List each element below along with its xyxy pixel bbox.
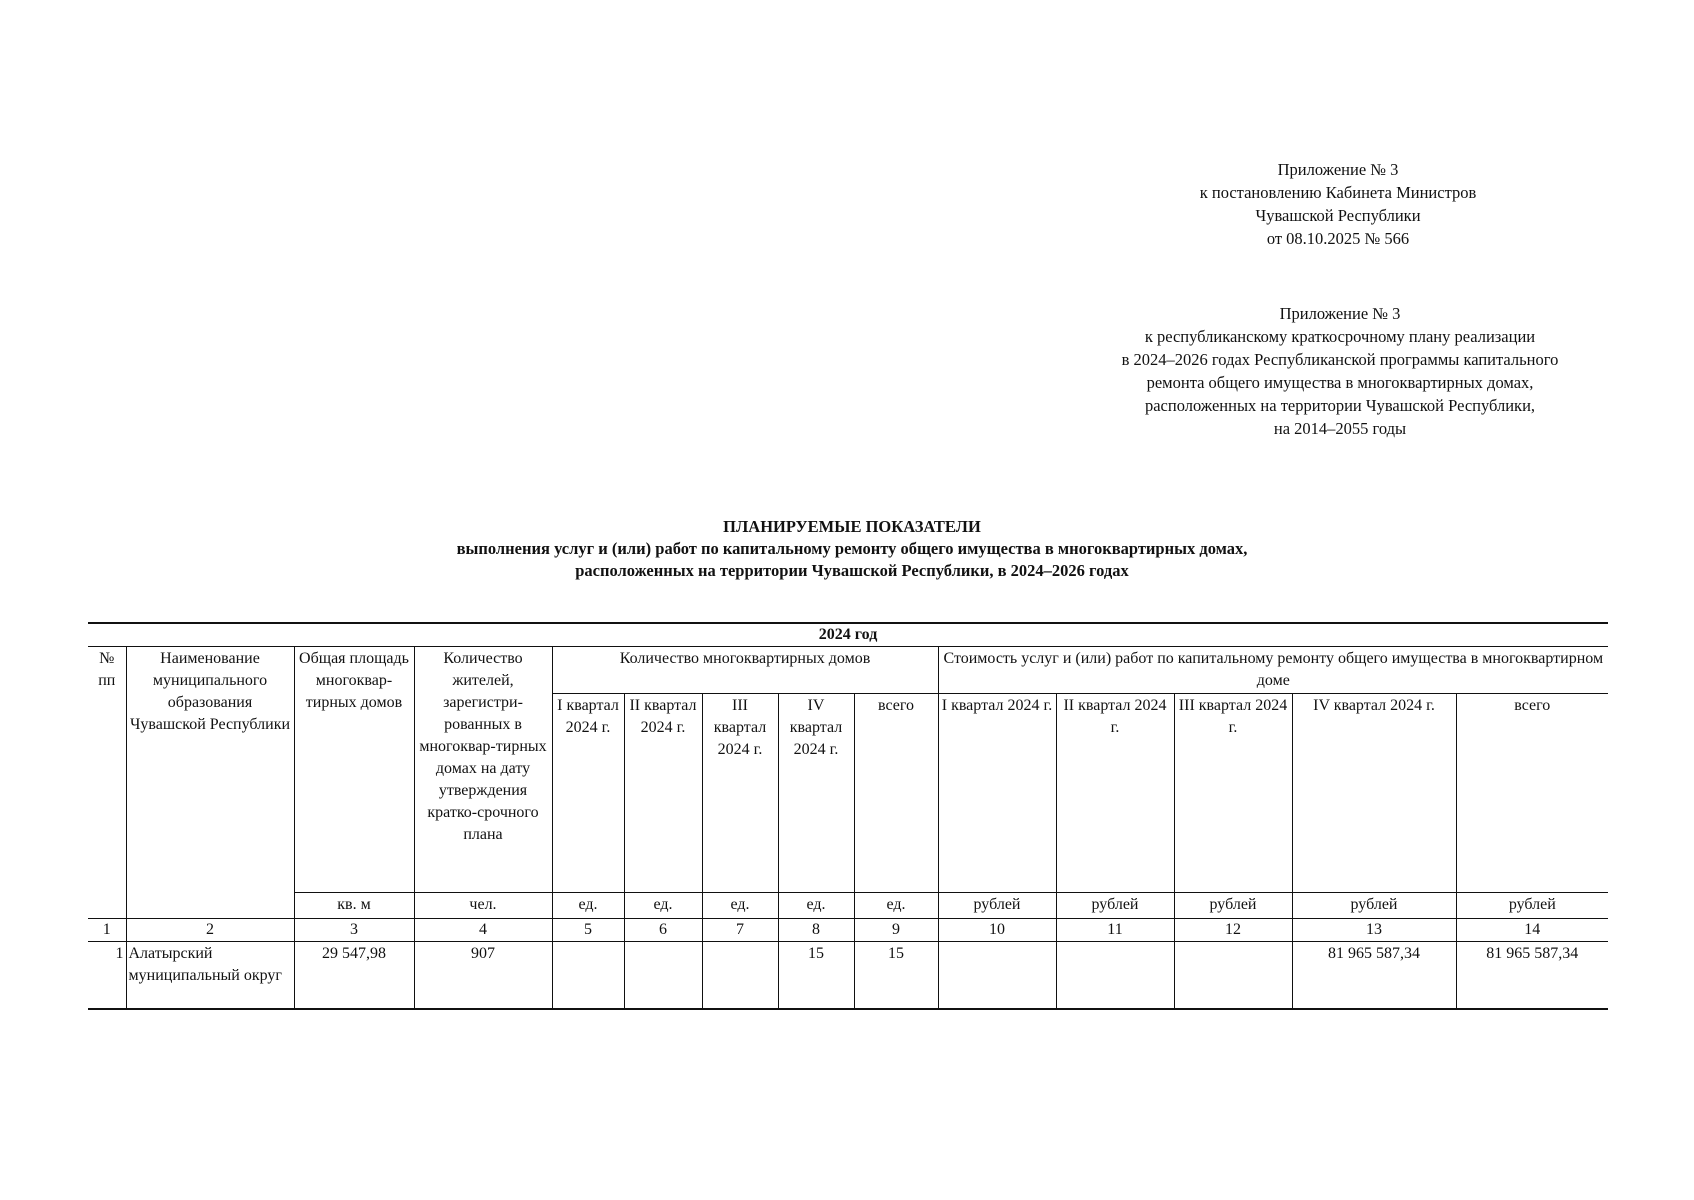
column-number: 4 xyxy=(414,919,552,942)
unit-cell: рублей xyxy=(1456,893,1608,919)
title-subheading: выполнения услуг и (или) работ по капитальному ремонту общего имущества в многоквартирных домах, xyxy=(456,539,1248,558)
header-municipality: Наименование муниципального образования Чувашской Республики xyxy=(126,647,294,919)
column-number: 2 xyxy=(126,919,294,942)
row-houses-q3 xyxy=(702,942,778,1010)
unit-cell: ед. xyxy=(778,893,854,919)
row-residents: 907 xyxy=(414,942,552,1010)
unit-cell: ед. xyxy=(702,893,778,919)
title-heading: ПЛАНИРУЕМЫЕ ПОКАЗАТЕЛИ xyxy=(723,517,981,536)
annex-line: Приложение № 3 xyxy=(1279,304,1401,323)
annex-line: к республиканскому краткосрочному плану реализации xyxy=(1144,327,1536,346)
row-houses-q1 xyxy=(552,942,624,1010)
row-cost-q4: 81 965 587,34 xyxy=(1292,942,1456,1010)
row-houses-q4: 15 xyxy=(778,942,854,1010)
annex-line: ремонта общего имущества в многоквартирных домах, xyxy=(1146,373,1534,392)
column-number: 14 xyxy=(1456,919,1608,942)
annex-line: на 2014–2055 годы xyxy=(1273,419,1407,438)
column-number: 3 xyxy=(294,919,414,942)
column-number: 9 xyxy=(854,919,938,942)
column-number: 12 xyxy=(1174,919,1292,942)
unit-cell: рублей xyxy=(1056,893,1174,919)
header-houses-q2: II квартал 2024 г. xyxy=(624,694,702,893)
unit-cell: рублей xyxy=(1292,893,1456,919)
header-num: № пп xyxy=(88,647,126,919)
row-cost-q2 xyxy=(1056,942,1174,1010)
annex-line: расположенных на территории Чувашской Республики, xyxy=(1144,396,1536,415)
year-header: 2024 год xyxy=(88,623,1608,647)
row-cost-total: 81 965 587,34 xyxy=(1456,942,1608,1010)
unit-cell: рублей xyxy=(938,893,1056,919)
row-houses-total: 15 xyxy=(854,942,938,1010)
table-row xyxy=(88,942,1608,1010)
header-cost-q3: III квартал 2024 г. xyxy=(1174,694,1292,893)
header-cost-total: всего xyxy=(1456,694,1608,893)
column-number: 13 xyxy=(1292,919,1456,942)
row-cost-q3 xyxy=(1174,942,1292,1010)
annex-plan-reference xyxy=(1040,302,1640,440)
column-numbers-row xyxy=(88,919,1608,942)
column-number: 11 xyxy=(1056,919,1174,942)
unit-cell: ед. xyxy=(854,893,938,919)
header-houses-total: всего xyxy=(854,694,938,893)
unit-cell: рублей xyxy=(1174,893,1292,919)
column-number: 10 xyxy=(938,919,1056,942)
annex-line: в 2024–2026 годах Республиканской программы капитального xyxy=(1121,350,1559,369)
annex-line: Чувашской Республики xyxy=(1255,206,1421,225)
row-num: 1 xyxy=(88,942,126,1010)
units-row xyxy=(88,893,1608,919)
column-number: 5 xyxy=(552,919,624,942)
header-houses-q1: I квартал 2024 г. xyxy=(552,694,624,893)
column-number: 6 xyxy=(624,919,702,942)
annex-resolution-reference xyxy=(1148,158,1528,250)
column-number: 7 xyxy=(702,919,778,942)
document-title xyxy=(300,516,1404,582)
planned-indicators-table xyxy=(88,622,1608,1010)
unit-cell: кв. м xyxy=(294,893,414,919)
column-number: 1 xyxy=(88,919,126,942)
header-area: Общая площадь многоквар-тирных домов xyxy=(294,647,414,893)
row-municipality: Алатырский муниципальный округ xyxy=(126,942,294,1010)
row-cost-q1 xyxy=(938,942,1056,1010)
row-houses-q2 xyxy=(624,942,702,1010)
header-houses-group: Количество многоквартирных домов xyxy=(552,647,938,694)
unit-cell: ед. xyxy=(552,893,624,919)
header-cost-q4: IV квартал 2024 г. xyxy=(1292,694,1456,893)
title-subheading: расположенных на территории Чувашской Республики, в 2024–2026 годах xyxy=(575,561,1129,580)
header-cost-q2: II квартал 2024 г. xyxy=(1056,694,1174,893)
unit-cell: чел. xyxy=(414,893,552,919)
annex-line: от 08.10.2025 № 566 xyxy=(1266,229,1410,248)
row-area: 29 547,98 xyxy=(294,942,414,1010)
header-residents: Количество жителей, зарегистри-рованных в многоквар-тирных домах на дату утверждения кратко-срочного плана xyxy=(414,647,552,893)
annex-line: Приложение № 3 xyxy=(1277,160,1399,179)
annex-line: к постановлению Кабинета Министров xyxy=(1199,183,1477,202)
header-cost-group: Стоимость услуг и (или) работ по капитальному ремонту общего имущества в многоквартирном доме xyxy=(938,647,1608,694)
column-number: 8 xyxy=(778,919,854,942)
header-row xyxy=(88,647,1608,694)
unit-cell: ед. xyxy=(624,893,702,919)
header-houses-q4: IV квартал 2024 г. xyxy=(778,694,854,893)
header-cost-q1: I квартал 2024 г. xyxy=(938,694,1056,893)
year-row xyxy=(88,623,1608,647)
header-houses-q3: III квартал 2024 г. xyxy=(702,694,778,893)
